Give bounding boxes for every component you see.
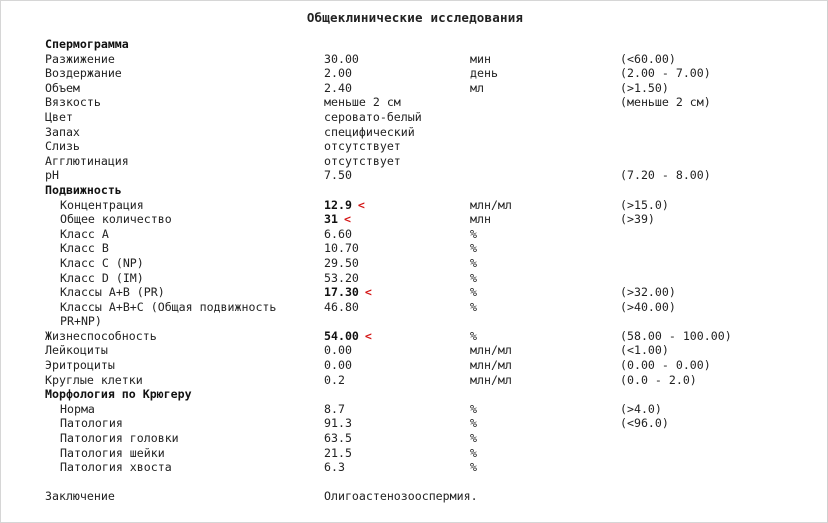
result-value-cell [324,329,372,344]
result-value: 54.00 [324,328,359,343]
reference-range: (>4.0) [620,401,662,416]
result-value: 6.3 [324,460,345,475]
parameter-name: Патология хвоста [60,460,172,475]
result-row [45,489,805,504]
parameter-name: Концентрация [60,197,144,212]
reference-range: (>40.00) [620,299,676,314]
result-row [45,52,805,67]
result-value-cell [324,431,352,446]
unit: % [470,299,477,314]
parameter-name: Круглые клетки [45,372,143,387]
result-value: 30.00 [324,51,359,66]
result-row [45,212,805,227]
spacer-row [45,475,805,490]
result-value-cell [324,343,352,358]
parameter-name: Разжижение [45,51,115,66]
result-row [45,416,805,431]
unit: % [470,270,477,285]
unit: день [470,66,498,81]
result-row [45,343,805,358]
reference-range: (>39) [620,212,655,227]
result-value-cell [324,373,345,388]
result-row [45,154,805,169]
unit: % [470,416,477,431]
result-value-cell [324,446,352,461]
below-range-flag: < [364,328,372,343]
result-value: Олигоастенозооспермия. [324,489,478,504]
reference-range: (0.00 - 0.00) [620,358,711,373]
parameter-name: Классы A+B+C (Общая подвижность PR+NP) [60,299,277,329]
reference-range: (меньше 2 см) [620,95,711,110]
unit: млн/мл [470,358,512,373]
result-value: 6.60 [324,226,352,241]
unit: % [470,226,477,241]
result-value: 63.5 [324,431,352,446]
reference-range: (0.0 - 2.0) [620,372,697,387]
reference-range: (<1.00) [620,343,669,358]
unit: % [470,255,477,270]
result-value: 10.70 [324,241,359,256]
result-row [45,373,805,388]
below-range-flag: < [357,197,365,212]
parameter-name: Заключение [45,489,115,504]
result-row [45,168,805,183]
parameter-name: Объем [45,80,80,95]
section-header [45,37,805,52]
unit: млн/мл [470,197,512,212]
result-value: 91.3 [324,416,352,431]
result-value-cell [324,285,372,300]
parameter-name: Воздержание [45,66,122,81]
result-value-cell [324,358,352,373]
below-range-flag: < [364,285,372,300]
result-value-cell [324,460,345,475]
result-value-cell [324,489,478,504]
parameter-name: Слизь [45,139,80,154]
result-value: 7.50 [324,168,352,183]
result-value: отсутствует [324,139,401,154]
result-value-cell [324,271,359,286]
result-value: 8.7 [324,401,345,416]
unit: мл [470,80,484,95]
parameter-name: Норма [60,401,95,416]
unit: млн/мл [470,343,512,358]
unit: % [470,328,477,343]
result-row [45,300,805,329]
parameter-name: Агглютинация [45,153,129,168]
reference-range: (<60.00) [620,51,676,66]
report-title: Общеклинические исследования [306,10,524,25]
parameter-name: Лейкоциты [45,343,108,358]
reference-range: (58.00 - 100.00) [620,328,732,343]
result-value-cell [324,168,352,183]
unit: % [470,241,477,256]
result-row [45,125,805,140]
result-row [45,81,805,96]
parameter-name: Вязкость [45,95,101,110]
parameter-name: Патология шейки [60,445,165,460]
result-row [45,446,805,461]
result-row [45,66,805,81]
result-row [45,329,805,344]
unit: % [470,460,477,475]
result-row [45,460,805,475]
result-row [45,241,805,256]
result-value: 31 [324,212,338,227]
parameter-name: Класс A [60,226,109,241]
parameter-name: Патология головки [60,431,179,446]
unit: мин [470,51,491,66]
result-value: 0.2 [324,372,345,387]
result-value-cell [324,256,359,271]
result-row [45,256,805,271]
section-title: Подвижность [45,182,122,197]
result-value-cell [324,154,401,169]
parameter-name: Класс B [60,241,109,256]
reference-range: (2.00 - 7.00) [620,66,711,81]
unit: % [470,401,477,416]
result-row [45,271,805,286]
result-value: 2.00 [324,66,352,81]
section-title: Морфология по Крюгеру [45,387,192,402]
result-value-cell [324,227,352,242]
result-value-cell [324,300,359,315]
result-row [45,431,805,446]
result-value: специфический [324,124,415,139]
result-value: 0.00 [324,343,352,358]
result-value-cell [324,110,422,125]
result-value-cell [324,402,345,417]
result-value-cell [324,52,359,67]
parameter-name: Классы A+B (PR) [60,285,165,300]
result-value: отсутствует [324,153,401,168]
reference-range: (<96.0) [620,416,669,431]
parameter-name: Жизнеспособность [45,328,157,343]
reference-range: (>32.00) [620,285,676,300]
parameter-name: Цвет [45,109,73,124]
result-value-cell [324,125,415,140]
result-row [45,358,805,373]
parameter-name: Класс D (IM) [60,270,144,285]
result-value-cell [324,416,352,431]
result-value: 12.9 [324,197,352,212]
result-value: 17.30 [324,285,359,300]
result-value: 2.40 [324,80,352,95]
result-value-cell [324,81,352,96]
parameter-name: Общее количество [60,212,172,227]
result-row [45,110,805,125]
parameter-name: Запах [45,124,80,139]
result-value-cell [324,198,365,213]
parameter-name: Класс C (NP) [60,255,144,270]
parameter-name: Эритроциты [45,358,115,373]
results-table [45,37,805,504]
unit: % [470,431,477,446]
result-value: 46.80 [324,299,359,314]
result-value: 53.20 [324,270,359,285]
reference-range: (>1.50) [620,80,669,95]
result-row [45,139,805,154]
result-value-cell [324,139,401,154]
result-value-cell [324,212,351,227]
section-title: Спермограмма [45,37,129,51]
result-row [45,285,805,300]
result-row [45,198,805,213]
section-header [45,183,805,198]
result-value-cell [324,241,359,256]
result-value-cell [324,95,401,110]
unit: млн/мл [470,372,512,387]
section-header [45,387,805,402]
unit: % [470,445,477,460]
parameter-name: Патология [60,416,123,431]
result-value-cell [324,66,352,81]
reference-range: (7.20 - 8.00) [620,168,711,183]
result-value: 29.50 [324,255,359,270]
result-row [45,227,805,242]
result-row [45,95,805,110]
result-value: 21.5 [324,445,352,460]
result-row [45,402,805,417]
result-value: серовато-белый [324,109,422,124]
result-value: 0.00 [324,358,352,373]
result-value: меньше 2 см [324,95,401,110]
unit: млн [470,212,491,227]
below-range-flag: < [343,212,351,227]
parameter-name: pH [45,168,59,183]
unit: % [470,285,477,300]
reference-range: (>15.0) [620,197,669,212]
